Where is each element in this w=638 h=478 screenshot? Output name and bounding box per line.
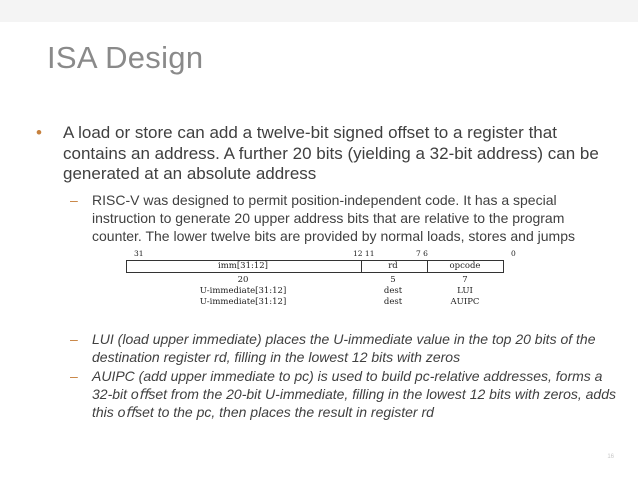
bit-label-7-6: 7 6 <box>416 249 428 258</box>
bullet-dot: • <box>36 123 42 142</box>
dash-marker: – <box>70 331 78 347</box>
bit-label-31: 31 <box>134 249 144 258</box>
row-lui-opcode: LUI <box>457 286 473 296</box>
main-bullet <box>36 123 616 185</box>
sub-bullet-text: RISC-V was designed to permit position-independent code. It has a special instruction to generate 20 upper address bits that are relative to the program counter. The lower twelve bits are provided by normal loads, stores and jumps <box>92 192 575 244</box>
dash-marker: – <box>70 368 78 384</box>
width-rd: 5 <box>390 275 396 285</box>
bit-label-12-11: 12 11 <box>353 249 375 258</box>
width-imm: 20 <box>237 275 249 285</box>
bit-label-0: 0 <box>511 249 516 258</box>
field-rd: rd <box>388 261 398 271</box>
row-auipc-opcode: AUIPC <box>450 297 480 307</box>
row-lui-imm: U-immediate[31:12] <box>199 286 287 296</box>
row-auipc-imm: U-immediate[31:12] <box>199 297 287 307</box>
width-opcode: 7 <box>462 275 468 285</box>
row-lui-rd: dest <box>383 286 403 296</box>
dash-marker: – <box>70 192 78 208</box>
page-number: 16 <box>607 454 614 460</box>
field-imm: imm[31:12] <box>218 261 268 271</box>
slide-title: ISA Design <box>47 40 204 75</box>
sub-bullet-auipc <box>72 367 617 421</box>
sub-bullet-text: AUIPC (add upper immediate to pc) is used to build pc-relative addresses, forms a 32-bit oﬀset from the 20-bit U-immediate, filling in the lowest 12 bits with zeros, adds this oﬀset to the pc, then places the result in register rd <box>92 368 616 420</box>
sub-bullet-riscv <box>72 191 617 245</box>
instruction-format-figure <box>118 249 516 309</box>
field-opcode: opcode <box>449 261 481 271</box>
sub-bullet-lui <box>72 330 617 366</box>
top-band <box>0 0 638 22</box>
main-bullet-text: A load or store can add a twelve-bit signed offset to a register that contains an address. A further 20 bits (yielding a 32-bit address) can be generated at an absolute address <box>63 123 599 183</box>
row-auipc-rd: dest <box>383 297 403 307</box>
sub-bullet-text: LUI (load upper immediate) places the U-immediate value in the top 20 bits of the destination register rd, filling in the lowest 12 bits with zeros <box>92 331 596 365</box>
